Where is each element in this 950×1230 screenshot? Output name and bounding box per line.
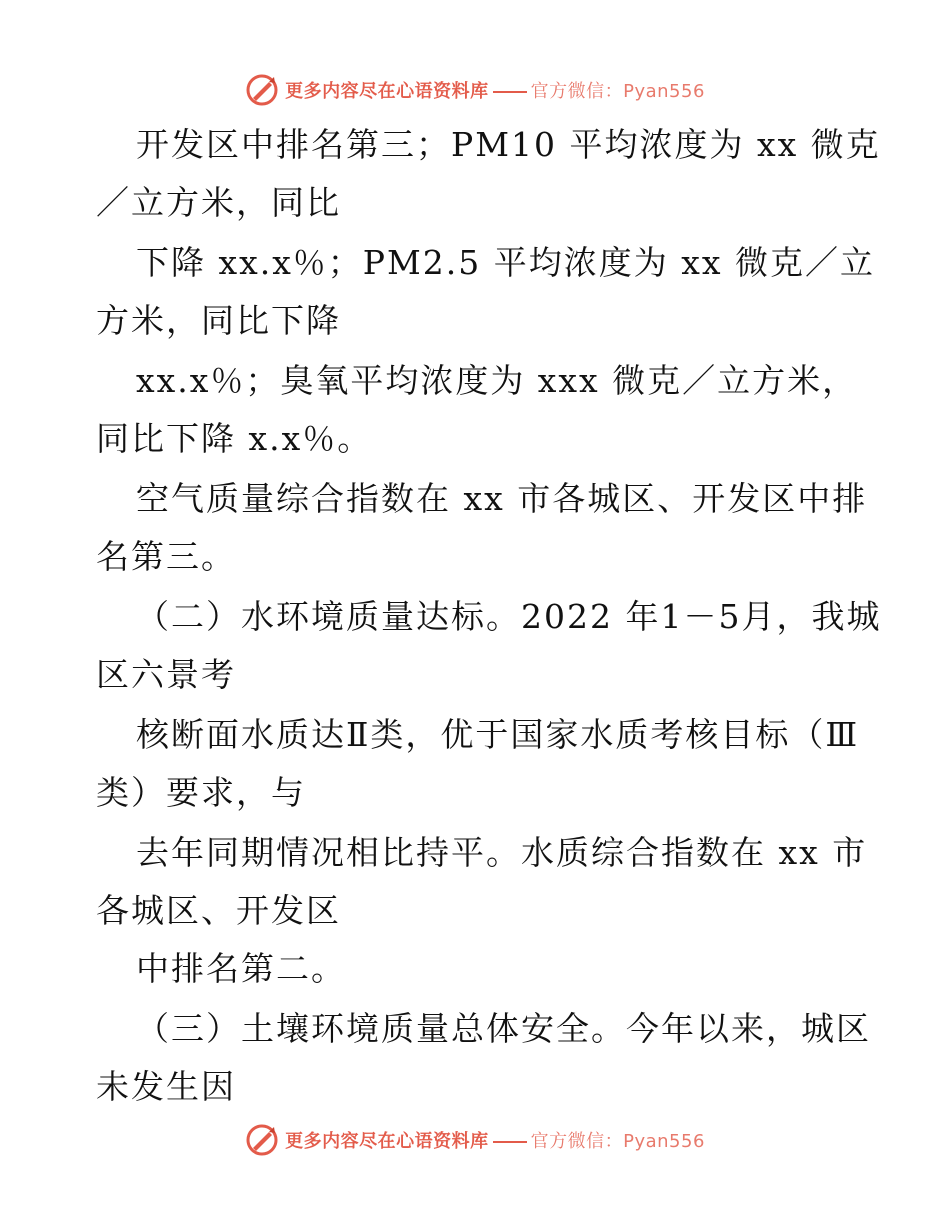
body-line: （三）土壤环境质量总体安全。今年以来，城区 <box>136 1009 871 1048</box>
body-line: 类）要求，与 <box>96 773 306 812</box>
body-line: 同比下降 x.x％。 <box>96 419 373 458</box>
watermark-separator <box>493 1141 527 1143</box>
watermark-label: 官方微信： <box>530 1131 624 1152</box>
body-line: 方米，同比下降 <box>96 301 341 340</box>
watermark-main: 更多内容尽在心语资料库 <box>285 1131 489 1152</box>
body-line: 空气质量综合指数在 xx 市各城区、开发区中排 <box>136 479 868 518</box>
body-line: 未发生因 <box>96 1067 236 1106</box>
quill-pen-logo-icon <box>245 73 279 107</box>
footer-watermark <box>0 1120 950 1160</box>
body-line: 核断面水质达Ⅱ类，优于国家水质考核目标（Ⅲ <box>136 715 860 754</box>
watermark-label: 官方微信： <box>530 81 624 102</box>
watermark-text <box>285 77 705 103</box>
watermark-separator <box>493 91 527 93</box>
quill-pen-logo-icon <box>245 1123 279 1157</box>
watermark-text <box>285 1127 705 1153</box>
watermark-id: Pyan556 <box>623 1131 705 1152</box>
body-line: 开发区中排名第三；PM10 平均浓度为 xx 微克 <box>136 125 881 164</box>
body-line: （二）水环境质量达标。2022 年1－5月，我城 <box>136 597 882 636</box>
body-line: xx.x％；臭氧平均浓度为 xxx 微克／立方米， <box>136 361 858 400</box>
body-line: 中排名第二。 <box>136 949 346 988</box>
body-line: ／立方米，同比 <box>96 183 341 222</box>
header-watermark <box>0 70 950 110</box>
body-line: 下降 xx.x％；PM2.5 平均浓度为 xx 微克／立 <box>136 243 875 282</box>
body-line: 区六景考 <box>96 655 236 694</box>
watermark-id: Pyan556 <box>623 81 705 102</box>
body-line: 各城区、开发区 <box>96 891 341 930</box>
watermark-main: 更多内容尽在心语资料库 <box>285 81 489 102</box>
body-line: 名第三。 <box>96 537 236 576</box>
body-line: 去年同期情况相比持平。水质综合指数在 xx 市 <box>136 833 868 872</box>
